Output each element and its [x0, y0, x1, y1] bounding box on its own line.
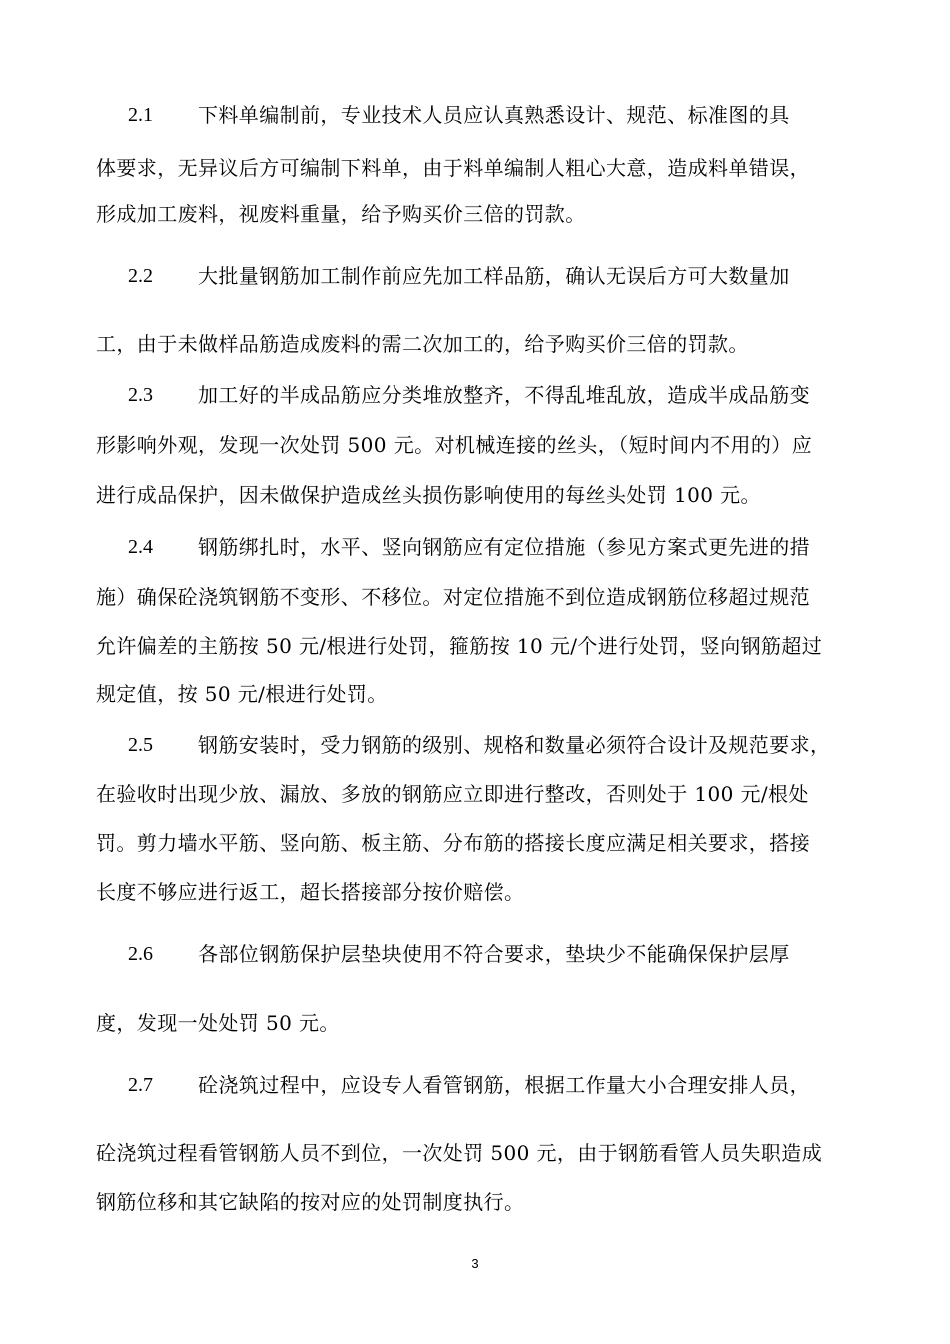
- paragraph-line: 允许偏差的主筋按 50 元/根进行处罚，箍筋按 10 元/个进行处罚，竖向钢筋超过: [96, 634, 823, 658]
- section-number: 2.6: [128, 943, 153, 965]
- paragraph-line: 工，由于未做样品筋造成废料的需二次加工的，给予购买价三倍的罚款。: [96, 332, 749, 356]
- paragraph-line: 砼浇筑过程看管钢筋人员不到位，一次处罚 500 元，由于钢筋看管人员失职造成: [96, 1141, 823, 1165]
- paragraph-line: 度，发现一处处罚 50 元。: [96, 1011, 340, 1035]
- paragraph-line: 钢筋位移和其它缺陷的按对应的处罚制度执行。: [96, 1190, 525, 1214]
- paragraph-line: 钢筋安装时，受力钢筋的级别、规格和数量必须符合设计及规范要求，: [198, 733, 831, 757]
- paragraph-line: 砼浇筑过程中，应设专人看管钢筋，根据工作量大小合理安排人员，: [198, 1073, 810, 1097]
- paragraph-line: 各部位钢筋保护层垫块使用不符合要求，垫块少不能确保保护层厚: [198, 942, 790, 966]
- paragraph-line: 大批量钢筋加工制作前应先加工样品筋，确认无误后方可大数量加: [198, 264, 790, 288]
- paragraph-line: 长度不够应进行返工，超长搭接部分按价赔偿。: [96, 880, 525, 904]
- paragraph-line: 体要求，无异议后方可编制下料单，由于料单编制人粗心大意，造成料单错误，: [96, 156, 810, 180]
- paragraph-line: 进行成品保护，因未做保护造成丝头损伤影响使用的每丝头处罚 100 元。: [96, 483, 761, 507]
- paragraph-line: 形影响外观，发现一次处罚 500 元。对机械连接的丝头，（短时间内不用的）应: [96, 433, 813, 457]
- paragraph-line: 加工好的半成品筋应分类堆放整齐，不得乱堆乱放，造成半成品筋变: [198, 383, 810, 407]
- section-number: 2.2: [128, 265, 153, 287]
- section-number: 2.5: [128, 734, 153, 756]
- paragraph-line: 罚。剪力墙水平筋、竖向筋、板主筋、分布筋的搭接长度应满足相关要求，搭接: [96, 831, 810, 855]
- paragraph-line: 在验收时出现少放、漏放、多放的钢筋应立即进行整改，否则处于 100 元/根处: [96, 782, 809, 806]
- paragraph-line: 施）确保砼浇筑钢筋不变形、不移位。对定位措施不到位造成钢筋位移超过规范: [96, 585, 810, 609]
- section-number: 2.3: [128, 384, 153, 406]
- page-number: 3: [471, 1256, 479, 1271]
- paragraph-line: 规定值，按 50 元/根进行处罚。: [96, 682, 388, 706]
- section-number: 2.7: [128, 1074, 153, 1096]
- section-number: 2.1: [128, 104, 153, 126]
- paragraph-line: 钢筋绑扎时，水平、竖向钢筋应有定位措施（参见方案式更先进的措: [198, 535, 810, 559]
- paragraph-line: 形成加工废料，视废料重量，给予购买价三倍的罚款。: [96, 202, 586, 226]
- paragraph-line: 下料单编制前，专业技术人员应认真熟悉设计、规范、标准图的具: [198, 103, 790, 127]
- section-number: 2.4: [128, 536, 153, 558]
